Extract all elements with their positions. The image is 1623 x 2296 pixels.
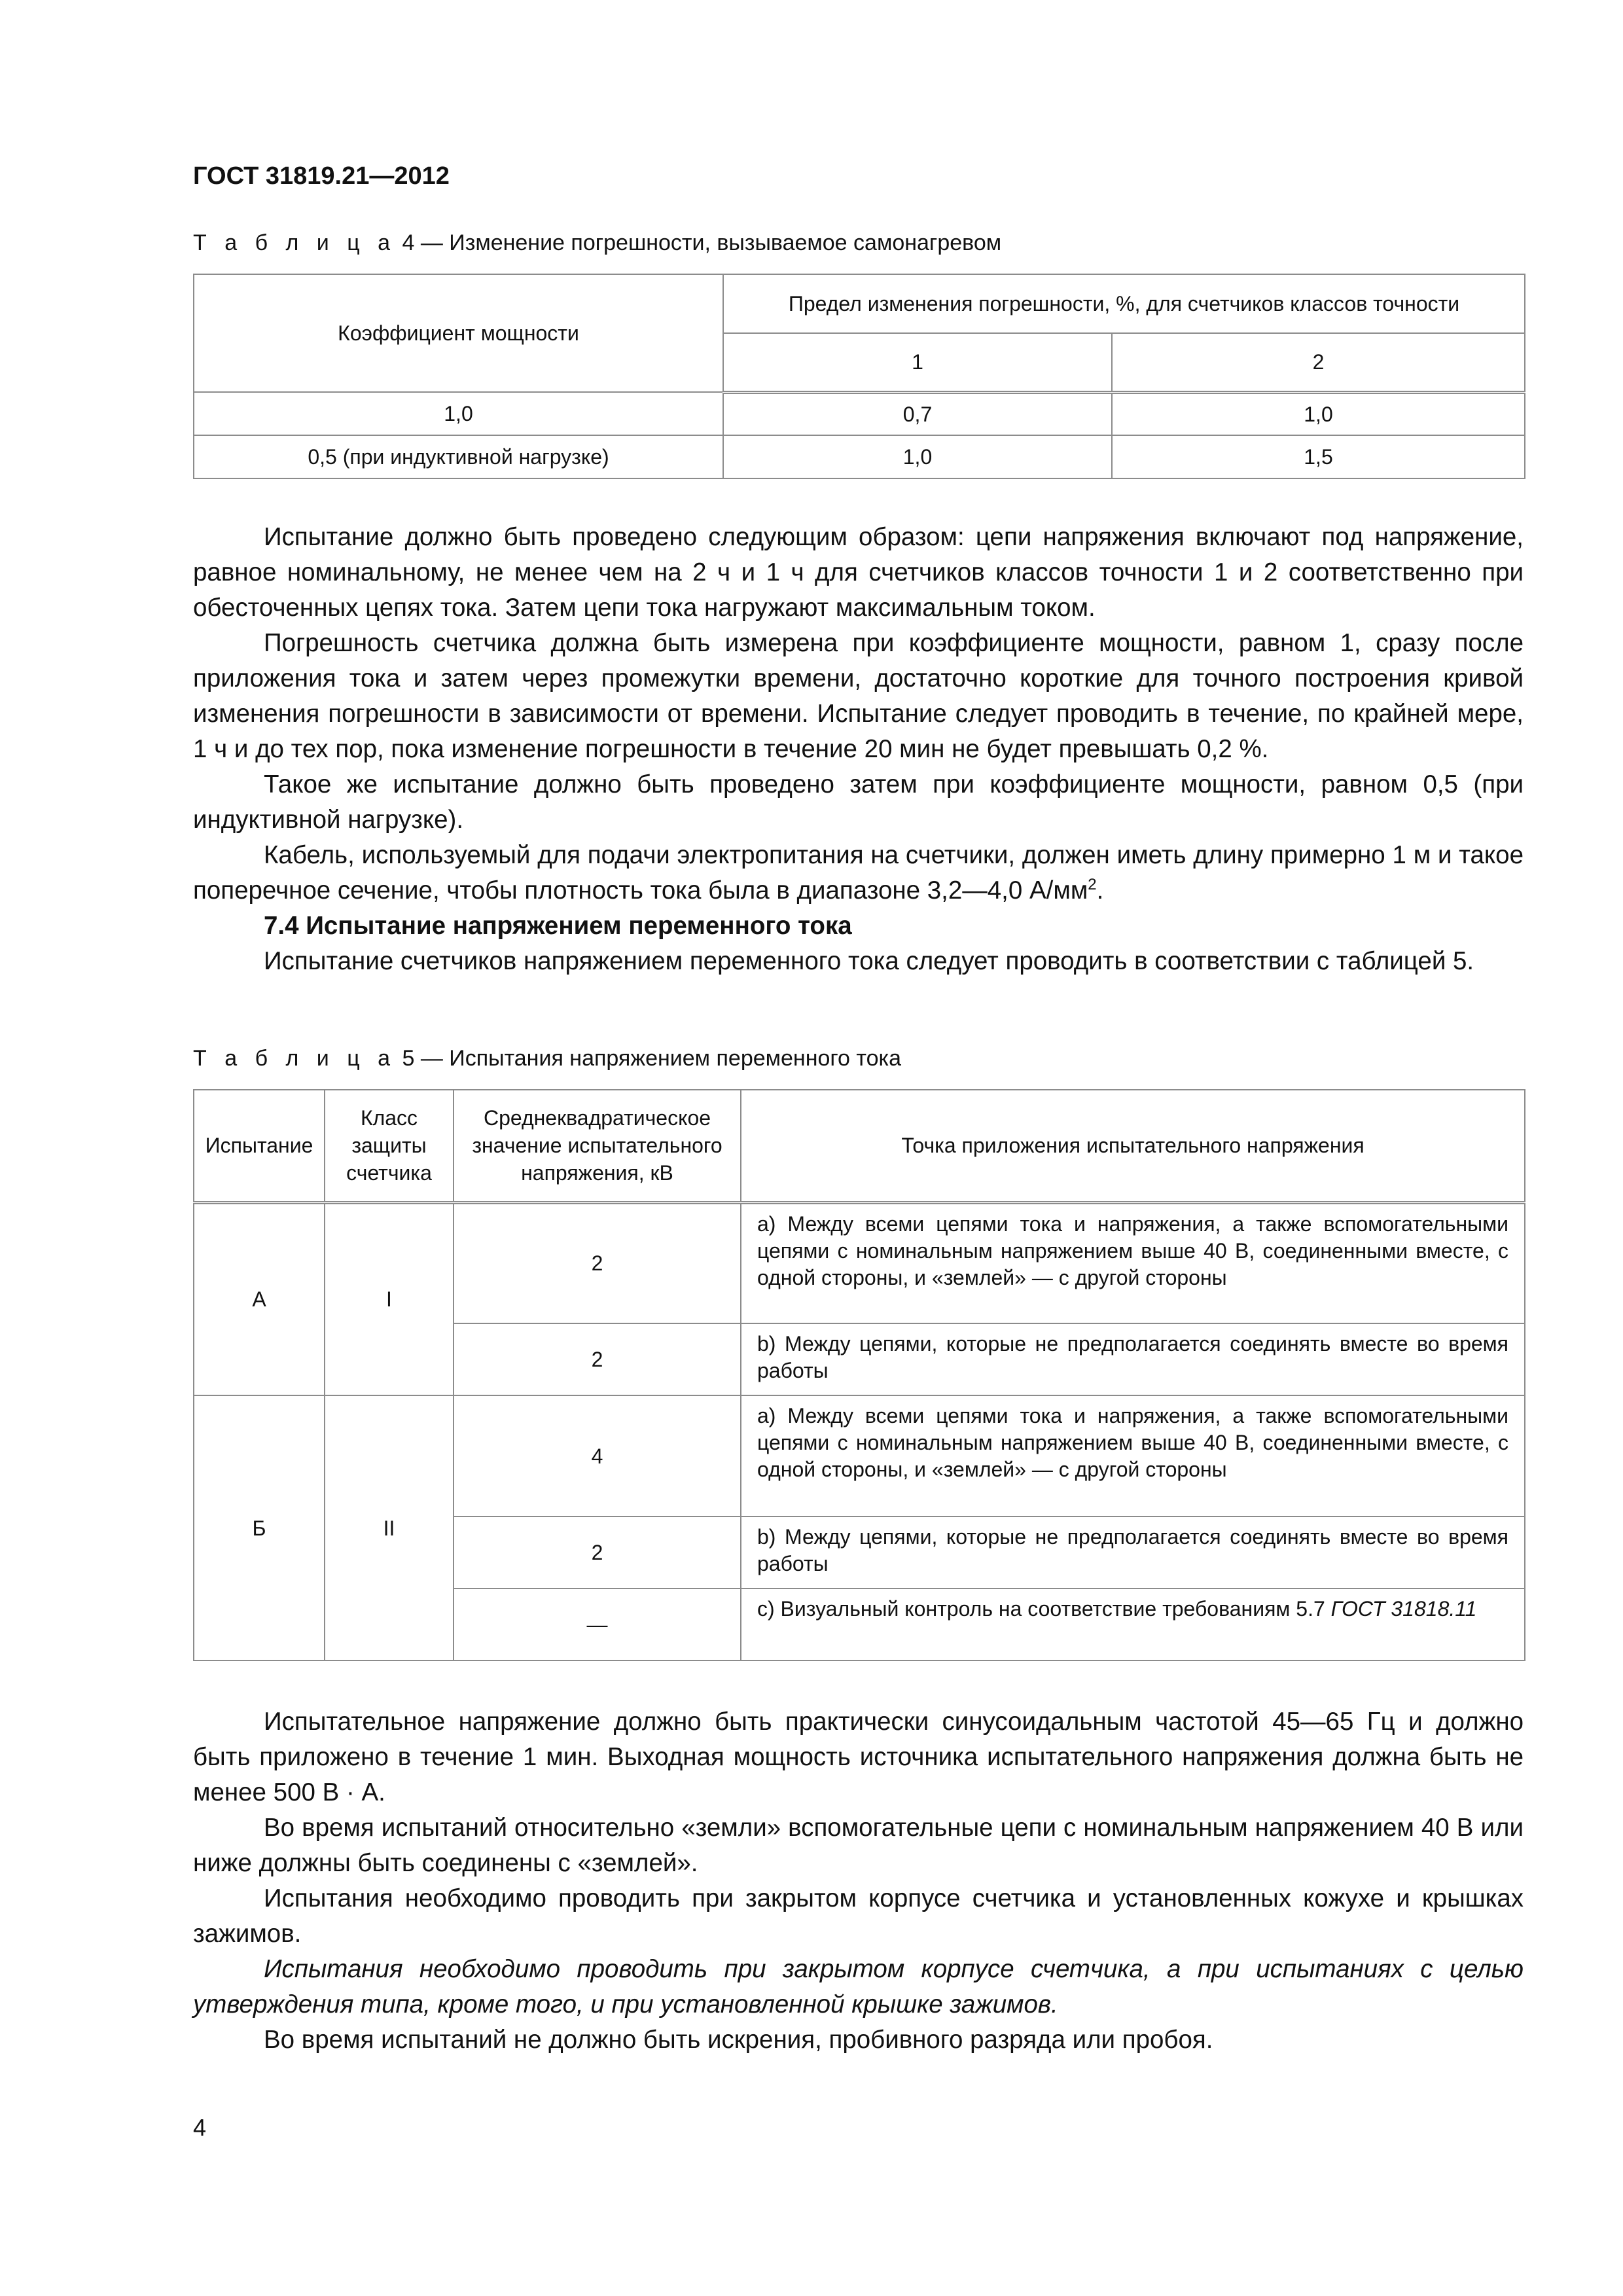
- table5-cell-voltage: 2: [454, 1323, 741, 1395]
- table4-caption-text: 4 — Изменение погрешности, вызываемое самонагревом: [396, 230, 1002, 255]
- table-row: [194, 1395, 1525, 1516]
- table5: [193, 1089, 1525, 1661]
- paragraph-section-7-4: Испытание счетчиков напряжением переменного тока следует проводить в соответствии с таблицей 5.: [264, 947, 1474, 975]
- table5-cell-point: а) Между всеми цепями тока и напряжения, а также вспомогательными цепями с номинальным напряжением выше 40 В, соединенными вместе, с одной стороны, и «землей» — с другой стороны: [741, 1395, 1525, 1516]
- table5-cell-class: I: [325, 1202, 454, 1395]
- paragraph-auxiliary-circuits: Во время испытаний относительно «земли» вспомогательные цепи с номинальным напряжением 40 В или ниже должны быть соединены с «землей».: [193, 1814, 1524, 1877]
- document-code: ГОСТ 31819.21—2012: [193, 162, 450, 190]
- paragraph-same-test: Такое же испытание должно быть проведено затем при коэффициенте мощности, равном 0,5 (при индуктивной нагрузке).: [193, 770, 1524, 834]
- table-row: [194, 392, 1525, 435]
- table4-header-power-factor: Коэффициент мощности: [194, 274, 723, 392]
- table4-header-limit: Предел изменения погрешности, %, для счетчиков классов точности: [723, 274, 1525, 333]
- table5-caption-text: 5 — Испытания напряжением переменного тока: [396, 1046, 902, 1071]
- table4-cell-pf: 0,5 (при индуктивной нагрузке): [194, 435, 723, 478]
- table4-header-class1: 1: [723, 333, 1112, 392]
- table5-cell-point: а) Между всеми цепями тока и напряжения, а также вспомогательными цепями с номинальным напряжением выше 40 В, соединенными вместе, с одной стороны, и «землей» — с другой стороны: [741, 1202, 1525, 1323]
- cable-text: Кабель, используемый для подачи электропитания на счетчики, должен иметь длину примерно 1 м и такое поперечное сечение, чтобы плотность тока была в диапазоне 3,2—4,0 А/мм: [193, 841, 1524, 905]
- paragraph-closed-case: Испытания необходимо проводить при закрытом корпусе счетчика и установленных кожухе и крышках зажимов.: [193, 1884, 1524, 1948]
- table4-cell-class1: 1,0: [723, 435, 1112, 478]
- table5-cell-voltage: 2: [454, 1516, 741, 1588]
- table5-cell-point: b) Между цепями, которые не предполагается соединять вместе во время работы: [741, 1516, 1525, 1588]
- table4-cell-class2: 1,0: [1112, 392, 1525, 435]
- table5-caption: [193, 1046, 901, 1071]
- cable-superscript: 2: [1088, 876, 1097, 894]
- paragraph-test-voltage: Испытательное напряжение должно быть практически синусоидальным частотой 45—65 Гц и должно быть приложено в течение 1 мин. Выходная мощность источника испытательного напряжения должна быть не менее 500 В · А.: [193, 1708, 1524, 1806]
- page-number: 4: [193, 2114, 207, 2141]
- table5-cell-test: Б: [194, 1395, 325, 1660]
- table4-cell-pf: 1,0: [194, 392, 723, 435]
- table5-caption-prefix: Т а б л и ц а: [193, 1046, 397, 1071]
- table5-cell-test: А: [194, 1202, 325, 1395]
- table5-cell-class: II: [325, 1395, 454, 1660]
- paragraph-no-sparking: Во время испытаний не должно быть искрения, пробивного разряда или пробоя.: [264, 2026, 1213, 2054]
- point-standard-ref: ГОСТ 31818.11: [1330, 1597, 1477, 1621]
- table5-header-class: Класс защиты счетчика: [325, 1090, 454, 1202]
- table4-cell-class2: 1,5: [1112, 435, 1525, 478]
- paragraph-error-measurement: Погрешность счетчика должна быть измерена при коэффициенте мощности, равном 1, сразу после приложения тока и затем через промежутки времени, достаточно короткие для точного построения кривой изменения погрешности в зависимости от времени. Испытание следует проводить в течение, по крайней мере, 1 ч и до тех пор, пока изменение погрешности в течение 20 мин не будет превышать 0,2 %.: [193, 629, 1524, 763]
- table-row: [194, 435, 1525, 478]
- table4: [193, 274, 1525, 479]
- table5-cell-point: b) Между цепями, которые не предполагается соединять вместе во время работы: [741, 1323, 1525, 1395]
- paragraph-test-procedure: Испытание должно быть проведено следующим образом: цепи напряжения включают под напряжение, равное номинальному, не менее чем на 2 ч и 1 ч для счетчиков классов точности 1 и 2 соответственно при обесточенных цепях тока. Затем цепи тока нагружают максимальным током.: [193, 523, 1524, 622]
- section-7-4-heading: 7.4 Испытание напряжением переменного тока: [264, 912, 852, 940]
- paragraph-type-approval: Испытания необходимо проводить при закрытом корпусе счетчика, а при испытаниях с целью утверждения типа, кроме того, и при установленной крышке зажимов.: [193, 1955, 1524, 2018]
- table5-cell-voltage: 2: [454, 1202, 741, 1323]
- table5-header-rms: Среднеквадратическое значение испытательного напряжения, кВ: [454, 1090, 741, 1202]
- table5-header-test: Испытание: [194, 1090, 325, 1202]
- table5-cell-voltage: 4: [454, 1395, 741, 1516]
- point-text: с) Визуальный контроль на соответствие требованиям 5.7: [757, 1597, 1331, 1621]
- table5-cell-voltage: —: [454, 1588, 741, 1660]
- table4-caption: [193, 230, 1001, 256]
- paragraph-cable: [193, 838, 1524, 908]
- table5-header-point: Точка приложения испытательного напряжения: [741, 1090, 1525, 1202]
- table-row: [194, 1202, 1525, 1323]
- table4-header-class2: 2: [1112, 333, 1525, 392]
- table5-cell-point: [741, 1588, 1525, 1660]
- cable-tail: .: [1096, 876, 1104, 905]
- table4-caption-prefix: Т а б л и ц а: [193, 230, 397, 255]
- table4-cell-class1: 0,7: [723, 392, 1112, 435]
